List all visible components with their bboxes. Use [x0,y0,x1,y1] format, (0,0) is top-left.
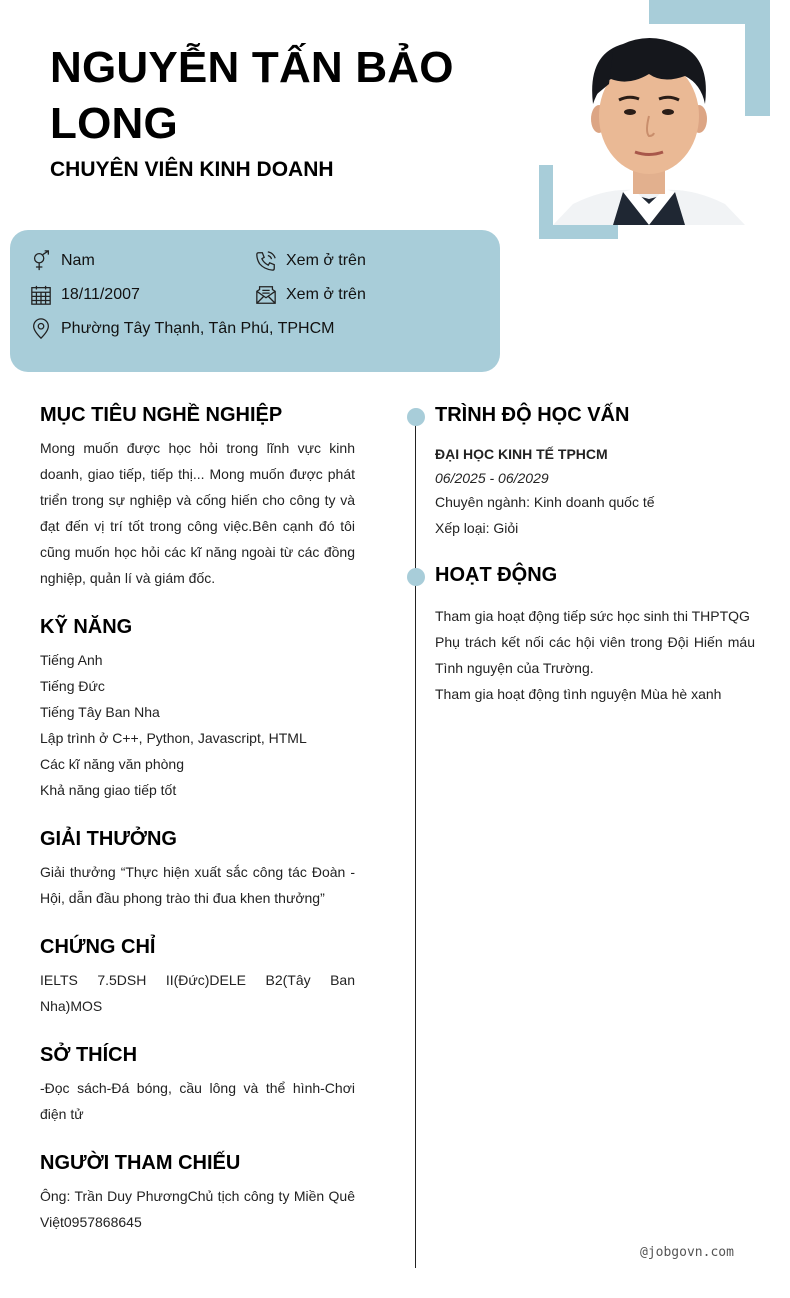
awards-text: Giải thưởng “Thực hiện xuất sắc công tác Đoàn - Hội, dẫn đầu phong trào thi đua khen thưởng” [40,864,355,906]
decor-bar [539,225,618,239]
email-row [255,284,366,306]
section-title: CHỨNG CHỈ [40,936,156,958]
phone-icon [255,250,277,272]
calendar-icon [30,284,52,306]
timeline-dot [407,408,425,426]
gender-text: Nam [61,252,95,269]
skill-item: Tiếng Tây Ban Nha [40,704,160,720]
references-section [40,1152,355,1235]
email-text: Xem ở trên [286,286,366,303]
activity-item: Tham gia hoạt động tiếp sức học sinh thi THPTQG [435,608,750,624]
mail-icon [255,284,277,306]
decor-bar [745,0,770,116]
location-icon [30,318,52,340]
address-text: Phường Tây Thạnh, Tân Phú, TPHCM [61,320,335,337]
study-period: 06/2025 - 06/2029 [435,470,549,486]
profile-photo [553,24,745,225]
dob-text: 18/11/2007 [61,286,140,303]
career-goal-text: Mong muốn được học hỏi trong lĩnh vực kinh doanh, giao tiếp, tiếp thị... Mong muốn được phát triển trong sự nghiệp và cống hiến cho công ty và đạt đến vị trí tốt trong công việc.Bên cạnh đó tôi cũng muốn học hỏi các kĩ năng ngoài từ các đồng nghiệp, quản lí và giám đốc. [40,440,355,586]
hobbies-section [40,1044,355,1127]
section-title: TRÌNH ĐỘ HỌC VẤN [435,404,630,426]
candidate-name: NGUYỄN TẤN BẢO LONG [50,43,454,148]
left-column [40,404,355,1260]
skill-item: Các kĩ năng văn phòng [40,756,184,772]
activities-section [435,564,755,707]
career-goal-section [40,404,355,591]
awards-section [40,828,355,911]
activity-item: Phụ trách kết nối các hội viên trong Đội Hiến máu Tình nguyện của Trường. [435,634,755,676]
phone-row [255,250,366,272]
footer-watermark: @jobgovn.com [640,1245,734,1260]
section-title: NGƯỜI THAM CHIẾU [40,1152,241,1174]
section-title: KỸ NĂNG [40,616,133,638]
skill-item: Khả năng giao tiếp tốt [40,782,177,798]
section-title: GIẢI THƯỞNG [40,828,177,850]
phone-text: Xem ở trên [286,252,366,269]
dob-row [30,284,140,306]
certificates-section [40,936,355,1019]
certificates-text: IELTS 7.5DSH II(Đức)DELE B2(Tây Ban Nha)MOS [40,972,355,1014]
skills-section [40,616,355,803]
skill-item: Tiếng Anh [40,652,103,668]
job-title: CHUYÊN VIÊN KINH DOANH [50,158,334,181]
section-title: SỞ THÍCH [40,1044,138,1066]
address-row [30,318,335,340]
activity-item: Tham gia hoạt động tình nguyện Mùa hè xanh [435,686,722,702]
timeline-dot [407,568,425,586]
gender-icon [30,250,52,272]
major-text: Chuyên ngành: Kinh doanh quốc tế [435,494,655,510]
references-text: Ông: Trần Duy PhươngChủ tịch công ty Miền Quê Việt0957868645 [40,1188,355,1230]
education-section [435,404,755,541]
hobbies-text: -Đọc sách-Đá bóng, cầu lông và thể hình-Chơi điện tử [40,1080,355,1122]
section-title: MỤC TIÊU NGHỀ NGHIỆP [40,404,283,426]
skill-item: Lập trình ở C++, Python, Javascript, HTML [40,730,307,746]
contact-panel [10,230,500,372]
gender-row [30,250,95,272]
section-title: HOẠT ĐỘNG [435,564,558,586]
grade-text: Xếp loại: Giỏi [435,520,519,536]
school-name: ĐẠI HỌC KINH TẾ TPHCM [435,446,608,462]
timeline-line [415,416,416,1268]
skill-item: Tiếng Đức [40,678,105,694]
